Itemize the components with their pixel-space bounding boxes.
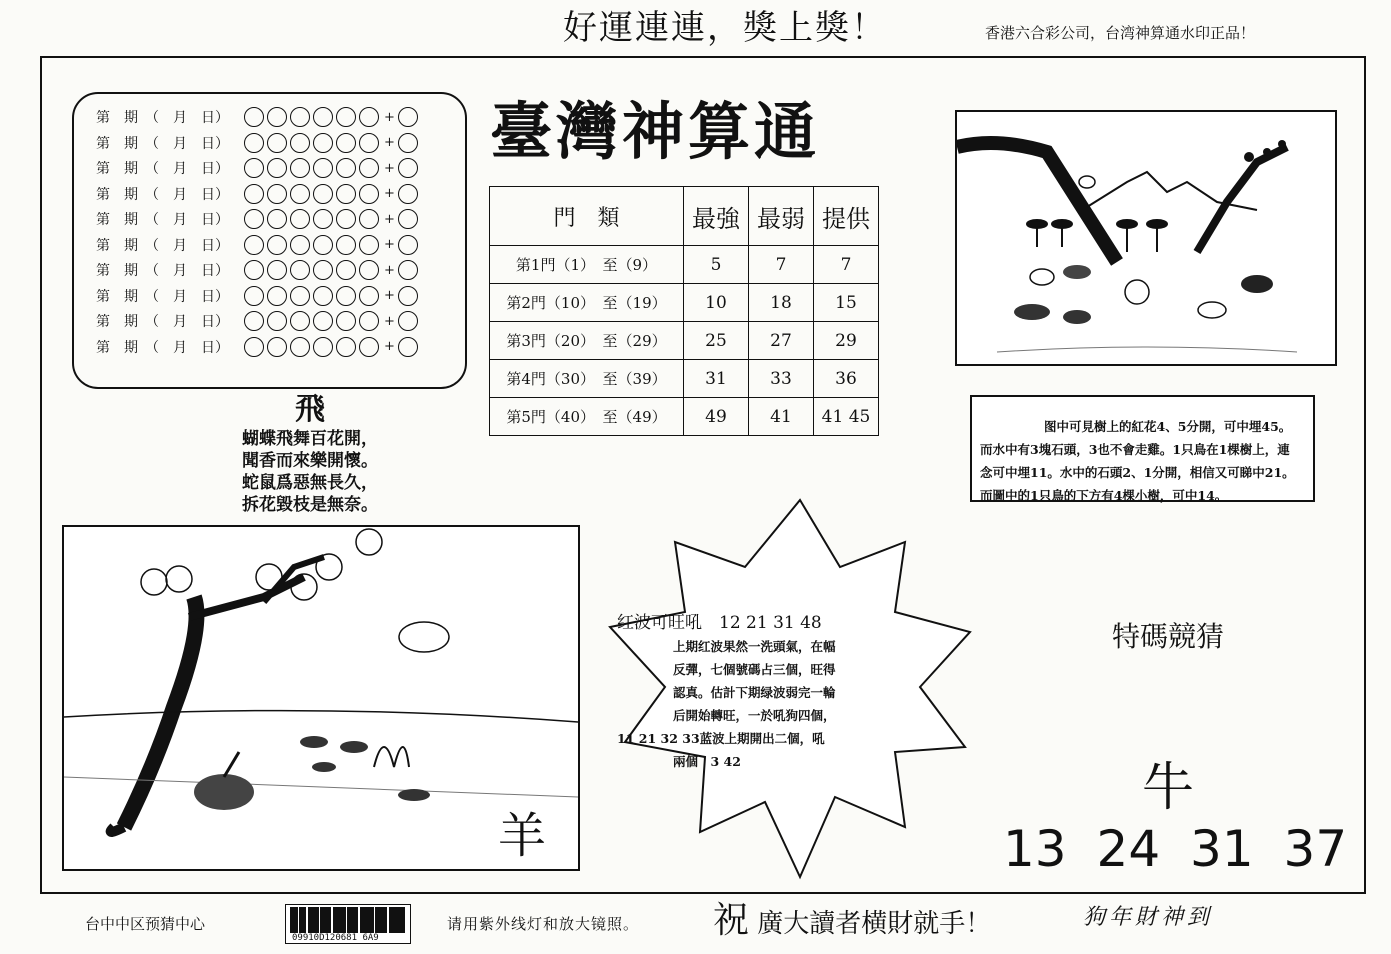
row-offer: 29 [814, 322, 879, 360]
poem-heading: 飛 [295, 392, 325, 427]
record-row [96, 283, 421, 309]
special-circle [398, 158, 418, 178]
record-row-label: 第 期 （ 月 日） [96, 288, 229, 305]
page-title: 臺灣神算通 [490, 95, 821, 168]
row-weak: 18 [749, 284, 814, 322]
number-circle [313, 133, 333, 153]
row-label: 第3門（20） 至（29） [490, 322, 684, 360]
footer-bless-rest: 廣大讀者横財就手！ [749, 909, 992, 939]
number-circle [336, 311, 356, 331]
number-circle [244, 184, 264, 204]
record-row-label: 第 期 （ 月 日） [96, 263, 229, 279]
number-circle [336, 133, 356, 153]
record-row-label: 第 期 （ 月 日） [96, 186, 229, 203]
footer-bless-first: 祝 [713, 900, 750, 941]
tree-illustration [62, 525, 580, 871]
record-row-label: 第 期 （ 月 日） [96, 237, 229, 254]
pond-illustration-drawing [957, 112, 1335, 364]
starburst-text [617, 612, 902, 773]
plus-sign: + [384, 237, 395, 252]
number-circle [267, 337, 287, 357]
footer-right: 狗年財神到 [1083, 905, 1214, 930]
row-weak: 7 [749, 246, 814, 284]
special-circle [398, 184, 418, 204]
record-row [96, 155, 421, 181]
number-circle [313, 337, 333, 357]
header-category: 門 類 [490, 187, 684, 246]
number-circle [244, 260, 264, 280]
poem-line: 蛇鼠爲惡無長久， [242, 473, 378, 493]
record-row [96, 334, 421, 360]
number-circle [244, 133, 264, 153]
number-circle [267, 235, 287, 255]
record-row [96, 130, 421, 156]
row-strong: 31 [684, 360, 749, 398]
barcode-number: 09910D120681 6A9 [292, 933, 379, 943]
record-row [96, 206, 421, 232]
starburst-line: 后開始轉旺，一於吼狗四個， [673, 708, 836, 723]
number-circle [244, 286, 264, 306]
number-circle [359, 209, 379, 229]
record-row [96, 257, 421, 283]
record-row-label: 第 期 （ 月 日） [96, 339, 229, 356]
number-circle [244, 107, 264, 127]
row-label: 第1門（1） 至（9） [490, 246, 684, 284]
number-circle [359, 337, 379, 357]
special-label: 特碼競猜 [1112, 620, 1225, 653]
number-circle [336, 184, 356, 204]
header-strong: 最強 [684, 187, 749, 246]
pond-illustration [955, 110, 1337, 366]
poem-line: 拆花毀枝是無奈。 [242, 495, 378, 515]
number-circle [359, 184, 379, 204]
number-circle [313, 311, 333, 331]
note-line: 而水中有3塊石頭，3也不會走雞。1只鳥在1棵樹上，連 [980, 442, 1290, 457]
special-circle [398, 337, 418, 357]
number-circle [244, 311, 264, 331]
number-circle [336, 158, 356, 178]
bottom-zodiac: 羊 [498, 808, 547, 864]
table-row [490, 284, 879, 322]
number-circle [267, 133, 287, 153]
row-offer: 7 [814, 246, 879, 284]
number-circle [313, 184, 333, 204]
starburst-line: 上期红波果然一洗頭氣，在幅 [673, 639, 836, 654]
number-circle [290, 337, 310, 357]
number-circle [313, 235, 333, 255]
number-circle [336, 107, 356, 127]
row-strong: 5 [684, 246, 749, 284]
number-circle [359, 235, 379, 255]
footer-blessing [713, 892, 991, 943]
special-circle [398, 133, 418, 153]
table-row [490, 398, 879, 436]
record-row [96, 232, 421, 258]
record-row-label: 第 期 （ 月 日） [96, 314, 229, 330]
starburst-line: 兩個 3 42 [673, 754, 741, 769]
table-row [490, 246, 879, 284]
special-zodiac: 牛 [1142, 758, 1195, 818]
number-circle [244, 209, 264, 229]
poem [200, 392, 420, 516]
number-circle [359, 133, 379, 153]
number-circle [336, 337, 356, 357]
number-circle [244, 235, 264, 255]
plus-sign: + [384, 186, 395, 201]
plus-sign: + [384, 135, 395, 150]
number-circle [313, 158, 333, 178]
number-circle [336, 260, 356, 280]
draw-record-box [72, 92, 467, 389]
special-numbers: 13 24 31 37 [1003, 820, 1348, 878]
number-circle [290, 235, 310, 255]
number-circle [359, 311, 379, 331]
plus-sign: + [384, 160, 395, 176]
row-strong: 49 [684, 398, 749, 436]
number-circle [267, 311, 287, 331]
number-circle [244, 337, 264, 357]
header-offer: 提供 [814, 187, 879, 246]
number-circle [290, 133, 310, 153]
number-circle [267, 184, 287, 204]
note-line: 而圖中的1只鳥的下方有4棵小樹，可中14。 [980, 488, 1228, 503]
special-circle [398, 107, 418, 127]
starburst-line: 認真。估計下期绿波弱完一輪 [673, 685, 836, 700]
row-weak: 27 [749, 322, 814, 360]
special-circle [398, 209, 418, 229]
plus-sign: + [384, 109, 395, 125]
special-circle [398, 311, 418, 331]
header-weak: 最弱 [749, 187, 814, 246]
barcode [285, 904, 411, 944]
note-line: 图中可見樹上的紅花4、5分開，可中埋45。 [1044, 419, 1292, 434]
header-slogan: 好運連連，獎上獎！ [563, 8, 887, 48]
number-circle [290, 184, 310, 204]
number-circle [336, 286, 356, 306]
plus-sign: + [384, 313, 395, 329]
row-label: 第2門（10） 至（19） [490, 284, 684, 322]
plus-sign: + [384, 211, 395, 227]
poem-line: 聞香而來樂開懷。 [242, 451, 378, 471]
record-row-label: 第 期 （ 月 日） [96, 110, 229, 126]
table-row [490, 322, 879, 360]
footer-middle: 请用紫外线灯和放大镜照。 [447, 915, 640, 933]
number-circle [313, 209, 333, 229]
number-circle [359, 158, 379, 178]
row-offer: 36 [814, 360, 879, 398]
row-label: 第5門（40） 至（49） [490, 398, 684, 436]
number-circle [290, 209, 310, 229]
number-circle [267, 260, 287, 280]
number-circle [290, 260, 310, 280]
footer-left: 台中中区预猜中心 [85, 915, 206, 933]
number-circle [267, 158, 287, 178]
special-circle [398, 235, 418, 255]
number-circle [336, 235, 356, 255]
row-label: 第4門（30） 至（39） [490, 360, 684, 398]
table-header-row [490, 187, 879, 246]
row-offer: 15 [814, 284, 879, 322]
record-row-label: 第 期 （ 月 日） [96, 161, 229, 177]
number-circle [359, 260, 379, 280]
barcode-bars [286, 907, 409, 933]
number-circle [267, 209, 287, 229]
number-circle [290, 286, 310, 306]
plus-sign: + [384, 339, 395, 354]
row-weak: 33 [749, 360, 814, 398]
special-circle [398, 286, 418, 306]
record-row-label: 第 期 （ 月 日） [96, 212, 229, 228]
number-circle [290, 107, 310, 127]
picture-note [970, 395, 1315, 502]
record-row-label: 第 期 （ 月 日） [96, 135, 229, 152]
number-circle [313, 260, 333, 280]
note-line: 念可中埋11。水中的石頭2、1分開，相信又可睇中21。 [980, 465, 1295, 480]
number-circle [267, 286, 287, 306]
number-circle [313, 286, 333, 306]
number-circle [359, 286, 379, 306]
table-row [490, 360, 879, 398]
number-circle [244, 158, 264, 178]
row-strong: 25 [684, 322, 749, 360]
row-offer: 41 45 [814, 398, 879, 436]
poem-line: 蝴蝶飛舞百花開， [242, 429, 378, 449]
starburst-head: 红波可旺吼 12 21 31 48 [617, 613, 822, 633]
starburst-line: 11 21 32 33蓝波上期開出二個，吼 [617, 731, 825, 746]
special-circle [398, 260, 418, 280]
number-circle [290, 158, 310, 178]
watermark-note: 香港六合彩公司，台湾神算通水印正品！ [985, 24, 1256, 42]
starburst-line: 反彈，七個號碼占三個，旺得 [673, 662, 836, 677]
number-circle [267, 107, 287, 127]
row-strong: 10 [684, 284, 749, 322]
number-circle [359, 107, 379, 127]
door-table [489, 186, 879, 436]
record-row [96, 181, 421, 207]
plus-sign: + [384, 288, 395, 303]
plus-sign: + [384, 262, 395, 278]
number-circle [313, 107, 333, 127]
row-weak: 41 [749, 398, 814, 436]
record-row [96, 308, 421, 334]
record-row [96, 104, 421, 130]
number-circle [336, 209, 356, 229]
number-circle [290, 311, 310, 331]
